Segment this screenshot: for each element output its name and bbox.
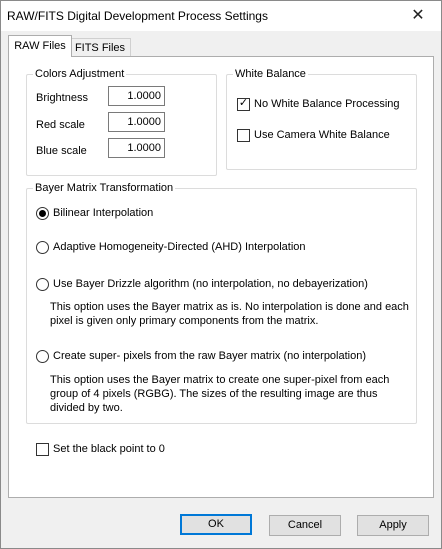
checkmark-icon: ✓ [238,97,249,109]
black-point-checkbox[interactable] [36,443,49,456]
white-balance-group [226,68,417,170]
super-pixel-description [50,373,389,415]
drizzle-description-line: pixel is given only primary components from the matrix. [50,315,319,327]
black-point-label[interactable]: Set the black point to 0 [53,443,165,455]
super-pixel-description-line: divided by two. [50,402,123,414]
tab-fits-files[interactable]: FITS Files [70,38,131,57]
close-icon[interactable]: ✕ [411,7,425,24]
drizzle-label[interactable]: Use Bayer Drizzle algorithm (no interpolation, no debayerization) [53,278,368,290]
window-title: RAW/FITS Digital Development Process Settings [7,9,268,23]
drizzle-radio[interactable] [36,278,49,291]
camera-white-balance-checkbox[interactable] [237,129,250,142]
colors-adjustment-legend: Colors Adjustment [35,68,125,80]
ahd-radio[interactable] [36,241,49,254]
title-bar [1,1,441,31]
super-pixel-label[interactable]: Create super- pixels from the raw Bayer matrix (no interpolation) [53,350,367,362]
brightness-input[interactable] [108,86,165,106]
ok-button[interactable]: OK [180,514,252,535]
no-white-balance-label[interactable]: No White Balance Processing [254,98,400,110]
red-scale-input[interactable] [108,112,165,132]
drizzle-description [50,300,409,328]
super-pixel-description-line: This option uses the Bayer matrix to create one super-pixel from each [50,374,390,386]
super-pixel-description-line: group of 4 pixels (RGBG). The sizes of the resulting image are thus [50,388,378,400]
radio-selected-dot [39,210,46,217]
no-white-balance-checkbox[interactable] [237,98,250,111]
super-pixel-radio[interactable] [36,350,49,363]
blue-scale-label: Blue scale [36,145,87,157]
blue-scale-input[interactable] [108,138,165,158]
bilinear-label[interactable]: Bilinear Interpolation [53,207,154,219]
bilinear-radio[interactable] [36,207,49,220]
white-balance-legend: White Balance [235,68,306,80]
ahd-label[interactable]: Adaptive Homogeneity-Directed (AHD) Interpolation [53,241,306,253]
red-scale-label: Red scale [36,119,85,131]
drizzle-description-line: This option uses the Bayer matrix as is. No interpolation is done and each [50,301,409,313]
tab-raw-files[interactable]: RAW Files [8,35,72,57]
bayer-legend: Bayer Matrix Transformation [35,182,174,194]
brightness-label: Brightness [36,92,88,104]
apply-button[interactable]: Apply [357,515,429,536]
cancel-button[interactable]: Cancel [269,515,341,536]
camera-white-balance-label[interactable]: Use Camera White Balance [254,129,390,141]
tab-panel [8,56,434,498]
